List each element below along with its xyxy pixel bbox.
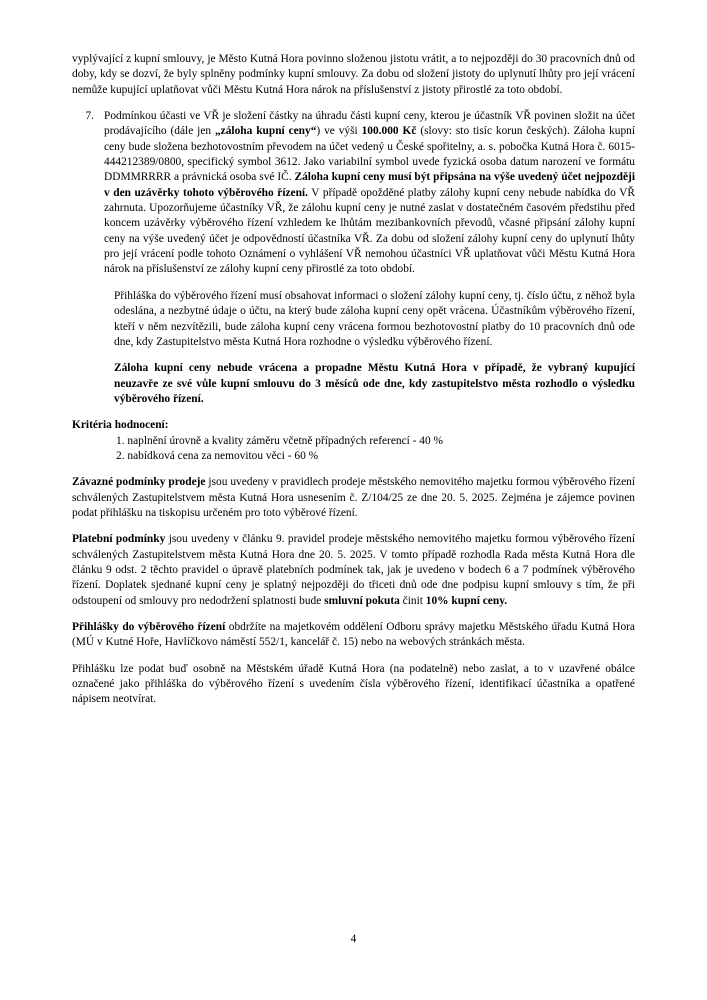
kriteria-list [72, 434, 635, 465]
document-body [72, 52, 635, 708]
list-item-7 [72, 109, 635, 278]
paragraph-platebni-podminky [72, 532, 635, 609]
paragraph-jistota-text: vyplývající z kupní smlouvy, je Město Kutná Hora povinno složenou jistotu vrátit, a to nejpozději do 30 pracovních dnů od doby, kdy se dozví, že byly splněny podmínky kupní smlouvy. Za dobu od složení jistoty do uplynutí lhůty pro její vrácení nemůže kupující uplatňovat vůči Městu Kutná Hora nárok na příslušenství z jistoty přirostlé za toto období. [72, 53, 635, 96]
prihlasky-heading: Přihlášky do výběrového řízení [72, 621, 226, 633]
paragraph-prihlaska-block [114, 289, 635, 407]
list-item-7-text [104, 109, 635, 278]
list-item-7-number: 7. [85, 110, 94, 123]
kriteria-title: Kritéria hodnocení: [72, 419, 169, 432]
item7-bold-deadline: Záloha kupní ceny musí být připsána na výše uvedený účet nejpozději v den uzávěrky tohoto výběrového řízení. [104, 171, 635, 199]
page-number: 4 [350, 933, 357, 945]
item7-part3: (slovy: sto tisíc korun českých). Záloha kupní ceny bude složena bezhotovostním převodem na účet vedený u České spořitelny, a. s. pobočka Kutná Hora č. 6015-444212389/0800, specifický symbol 3612. Jako variabilní symbol uvede fyzická osoba datum narození ve formátu DDMMRRRR a právnická osoba své IČ. [104, 125, 636, 184]
item7-bold-zaloha-kupni-ceny: „záloha kupní ceny“ [214, 125, 317, 138]
prihlasky-text: obdržíte na majetkovém oddělení Odboru správy majetku Městského úřadu Kutná Hora (MÚ v Kutné Hoře, Havlíčkovo náměstí 552/1, kancelář č. 15) nebo na webových stránkách města. [72, 621, 635, 649]
platebni-podminky-heading: Platební podmínky [72, 533, 166, 546]
zavazne-podminky-text: jsou uvedeny v pravidlech prodeje městského nemovitého majetku formou výběrového řízení schválených Zastupitelstvem města Kutná Hora usnesením č. Z/104/25 ze dne 20. 5. 2025. Zejména je zájemce povinen podat přihlášku na tiskopisu určeném pro toto výběrové řízení. [72, 476, 635, 519]
paragraph-podani-prihlasky: Přihlášku lze podat buď osobně na Městském úřadě Kutná Hora (na podatelně) nebo zaslat, a to v uzavřené obálce označené jako přihláška do výběrového řízení s uvedením čísla výběrového řízení, identifikací účastníka a opatřené nápisem neotvírat. [72, 662, 635, 706]
item7-part1: Podmínkou účasti ve VŘ je složení částky na úhradu části kupní ceny, kterou je účastník VŘ povinen složit na účet prodávajícího (dále jen [104, 110, 635, 138]
platebni-podminky-text1: jsou uvedeny v článku 9. pravidel prodeje městského nemovitého majetku formou výběrového řízení schválených Zastupitelstvem města Kutná Hora dne 20. 5. 2025. V tomto případě rozhodla Rada města Kutná Hora dle článku 9 odst. 2 těchto pravidel o úpravě platebních podmínek tak, jak je uvedeno v bodech 6 a 7 podmínek výběrového řízení. Doplatek sjednané kupní ceny je splatný nejpozději do třiceti dnů ode dne podpisu kupní smlouvy s tím, že při odstoupení od smlouvy pro nedodržení splatnosti bude [72, 533, 635, 607]
zavazne-podminky-heading: Závazné podmínky prodeje [72, 476, 206, 489]
paragraph-jistota [72, 52, 635, 98]
item7-bold-amount: 100.000 Kč [361, 125, 417, 138]
item7-part4: V případě opožděné platby zálohy kupní ceny nebude nabídka do VŘ zahrnuta. Upozorňujeme účastníky VŘ, že zálohu kupní ceny je nutné zaslat v dostatečném časovém předstihu před koncem uzávěrky výběrového řízení vzhledem ke lhůtám mezibankovních převodů, včasné připsání zálohy kupní ceny na výše uvedený účet je odpovědností účastníka VŘ. Za dobu od složení zálohy kupní ceny do uplynutí lhůty pro její vrácení podle tohoto Oznámení o vyhlášení VŘ nemohou účastníci VŘ uplatňovat vůči Městu Kutná Hora nárok na příslušenství ze zálohy kupní ceny přirostlé za toto období. [104, 186, 635, 276]
paragraph-zaloha-propadne: Záloha kupní ceny nebude vrácena a propadne Městu Kutná Hora v případě, že vybraný kupující neuzavře ze své vůle kupní smlouvu do 3 měsíců ode dne, kdy zastupitelstvo města rozhodlo o výsledku výběrového řízení. [114, 362, 635, 405]
item7-part2: ) ve výši [316, 125, 362, 138]
platebni-podminky-pokuta: smluvní pokuta [324, 594, 400, 607]
paragraph-prihlasky [72, 620, 635, 651]
kriteria-item: 1. naplnění úrovně a kvality záměru včetně případných referencí - 40 % [116, 434, 444, 447]
paragraph-prihlaska: Přihláška do výběrového řízení musí obsahovat informaci o složení zálohy kupní ceny, tj. číslo účtu, z něhož byla odeslána, a nezbytné údaje o účtu, na který bude záloha kupní ceny opět vrácena. Účastníkům výběrového řízení, kteří v něm nezvítězili, bude záloha kupní ceny vrácena formou bezhotovostní platby do 10 pracovních dnů ode dne, kdy Zastupitelstvo města Kutná Hora rozhodne o výsledku výběrového řízení. [114, 289, 635, 348]
paragraph-zavazne-podminky [72, 475, 635, 521]
platebni-podminky-percent: 10% kupní ceny. [425, 594, 508, 607]
platebni-podminky-text2: činit [399, 594, 426, 607]
kriteria-item: 2. nabídková cena za nemovitou věci - 60 % [116, 449, 319, 462]
